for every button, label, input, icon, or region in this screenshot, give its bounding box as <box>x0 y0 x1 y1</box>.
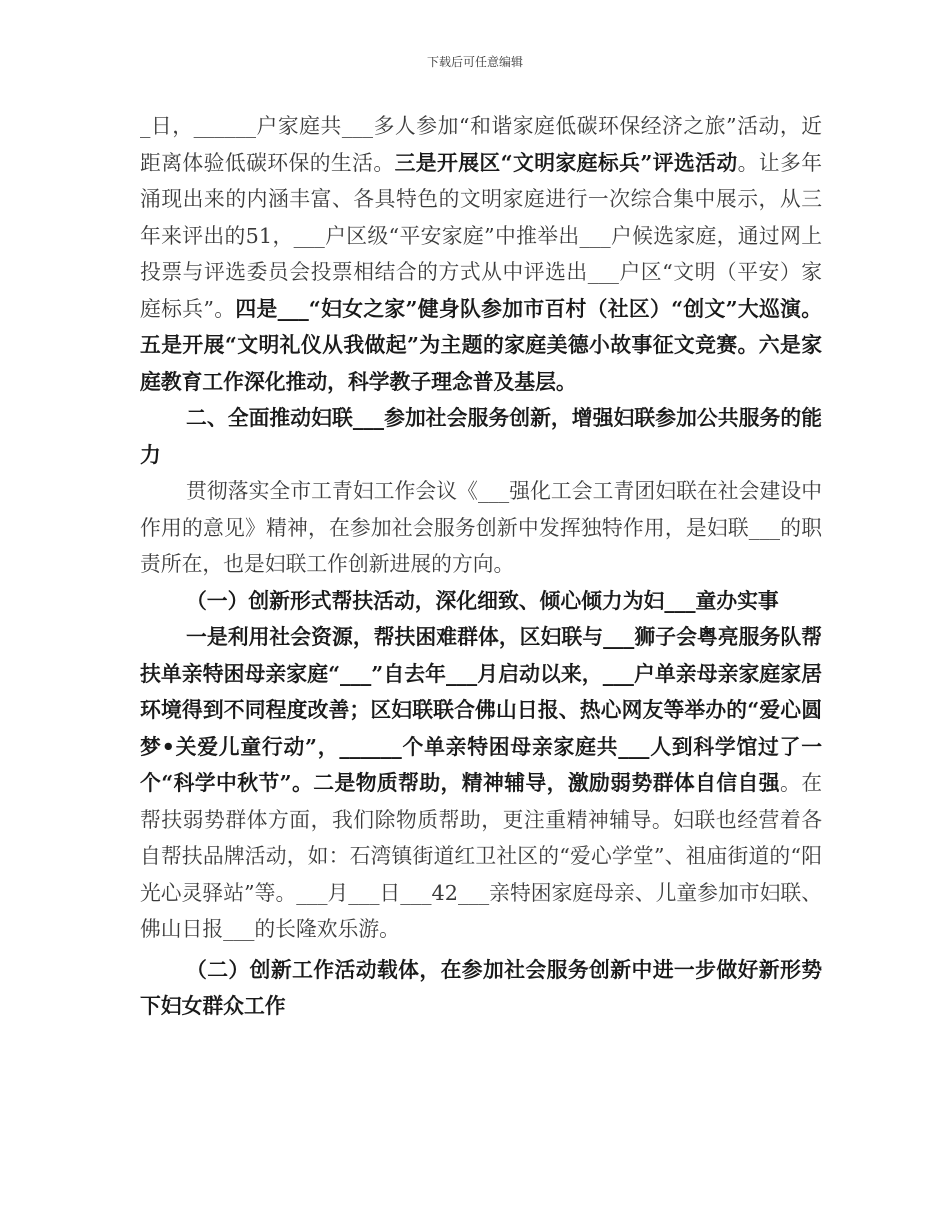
heading-text: （二）创新工作活动载体，在参加社会服务创新中进一步做好新形势下妇女群众工作 <box>140 956 822 1018</box>
paragraph-3 <box>140 473 822 583</box>
section-heading-2 <box>140 400 822 473</box>
paragraph-5 <box>140 619 822 948</box>
text-run-bold: 一是利用社会资源，帮扶困难群体，区妇联与___狮子会粤亮服务队帮扶单亲特困母亲家庭“___”自去年___月启动以来，___户单亲母亲家庭家居环境得到不同程度改善；区妇联联合佛山日报、热心网友等举办的“爱心圆梦•关爱儿童行动”，______个单亲特困母亲家庭共___人到科学馆过了一个“科学中秋节”。二是物质帮助，精神辅导，激励弱势群体自信自强 <box>140 624 822 795</box>
heading-text: （一）创新形式帮扶活动，深化细致、倾心倾力为妇___童办实事 <box>186 587 779 613</box>
text-run-bold: 四是___“妇女之家”健身队参加市百村（社区）“创文”大巡演。五是开展“文明礼仪从我做起”为主题的家庭美德小故事征文竞赛。六是家庭教育工作深化推动， <box>140 295 822 394</box>
heading-text: 二、全面推动妇联___参加社会服务创新，增强妇联参加公共服务的能力 <box>140 405 822 467</box>
subsection-heading-1 <box>140 583 822 620</box>
text-run-bold: 三是开展区“文明家庭标兵”评选活动 <box>394 149 738 175</box>
text-run: 。让多年涌现出来的内涵丰富、各具特色的文明家庭进行一次综合集中展示，从三年来评出的51，___户区级“平安家庭”中推举出___户候选家庭，通过网上投票与评选委员会投票相结合的方式从中评选出___户区“文明（平安）家庭标兵”。 <box>140 150 823 321</box>
subsection-heading-2 <box>140 952 822 1025</box>
text-run: 。在帮扶弱势群体方面，我们除物质帮助，更注重精神辅导。妇联也经营着各自帮扶品牌活动，如：石湾镇街道红卫社区的“爱心学堂”、祖庙街道的“阳光心灵驿站”等。___月___日___42___亲特困家庭母亲、儿童参加市妇联、佛山日报___的长隆欢乐游。 <box>140 771 823 941</box>
text-run: _日，______户家庭共___多人参加“和谐家庭低碳环保经济之旅”活动，近距离体验低碳环保的生活。 <box>140 114 822 175</box>
page-header: 下载后可任意编辑 <box>426 55 523 69</box>
text-run: 科学教子理念普及基层。 <box>347 368 577 394</box>
text-run: 贯彻落实全市工青妇工作会议《___强化工会工青团妇联在社会建设中作用的意见》精神，在参加社会服务创新中发挥独特作用，是妇联___的职责所在，也是妇联工作创新进展的方向。 <box>140 479 822 576</box>
document-body <box>140 108 822 1025</box>
paragraph-1 <box>140 108 822 400</box>
